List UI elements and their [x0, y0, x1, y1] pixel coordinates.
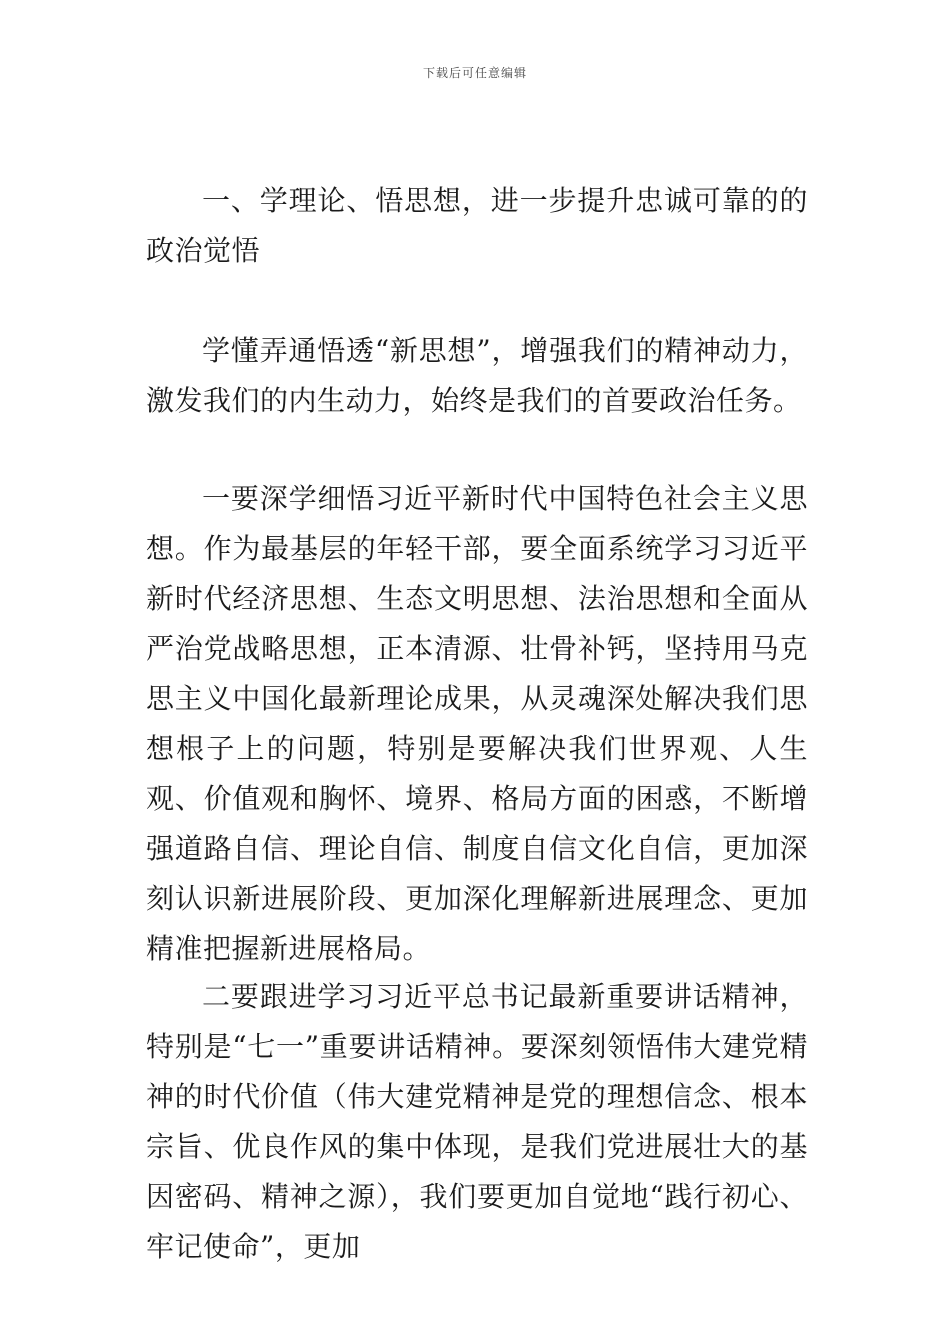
- paragraph-text: 一要深学细悟习近平新时代中国特色社会主义思想。作为最基层的年轻干部，要全面系统学习习近平新时代经济思想、生态文明思想、法治思想和全面从严治党战略思想，正本清源、壮骨补钙，坚持用马克思主义中国化最新理论成果，从灵魂深处解决我们思想根子上的问题，特别是要解决我们世界观、人生观、价值观和胸怀、境界、格局方面的困惑，不断增强道路自信、理论自信、制度自信文化自信，更加深刻认识新进展阶段、更加深化理解新进展理念、更加精准把握新进展格局。: [146, 482, 808, 965]
- header-note: 下载后可任意编辑: [422, 66, 527, 80]
- paragraph-text: 学懂弄通悟透“新思想”，增强我们的精神动力，激发我们的内生动力，始终是我们的首要政治任务。: [146, 334, 808, 417]
- heading-text: 一、学理论、悟思想，进一步提升忠诚可靠的的政治觉悟: [146, 184, 808, 267]
- paragraph-2: [146, 474, 808, 974]
- paragraph-1: [146, 326, 808, 426]
- section-heading: [146, 176, 808, 276]
- paragraph-text: 二要跟进学习习近平总书记最新重要讲话精神，特别是“七一”重要讲话精神。要深刻领悟伟大建党精神的时代价值（伟大建党精神是党的理想信念、根本宗旨、优良作风的集中体现，是我们党进展壮大的基因密码、精神之源），我们要更加自觉地“践行初心、牢记使命”，更加: [146, 980, 808, 1263]
- paragraph-3: [146, 972, 808, 1272]
